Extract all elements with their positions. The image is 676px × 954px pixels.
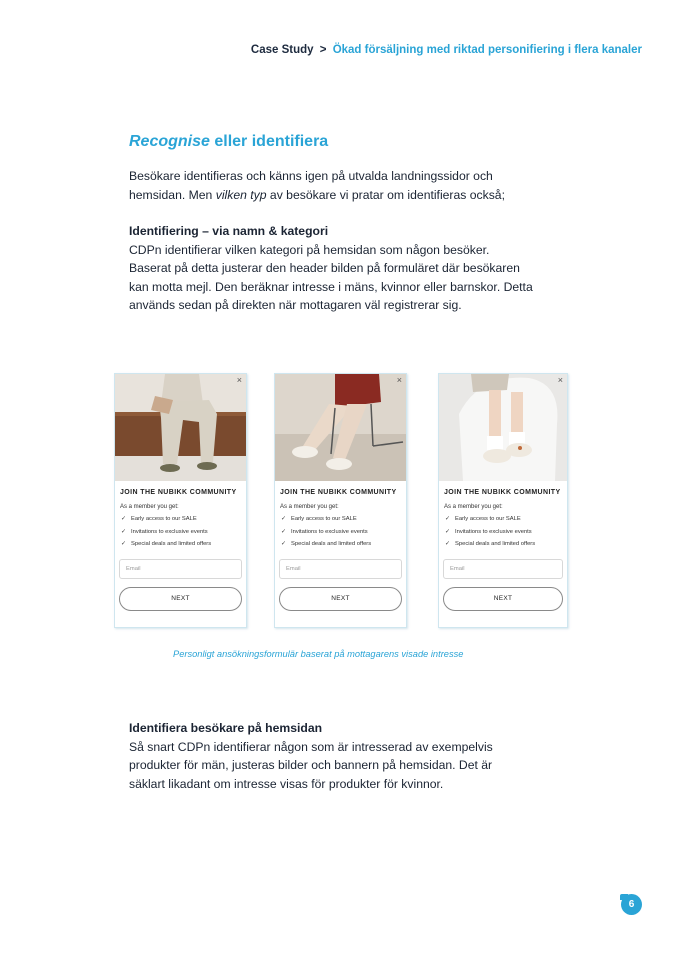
form-subtitle: As a member you get:: [280, 504, 339, 510]
email-field[interactable]: Email: [119, 559, 242, 579]
website-heading: Identifiera besökare på hemsidan: [129, 721, 323, 735]
intro-line-2-italic: vilken typ: [215, 187, 267, 202]
benefits-list: [121, 513, 246, 551]
next-button[interactable]: NEXT: [119, 587, 242, 611]
section-title-rest: eller identifiera: [209, 133, 329, 150]
check-icon: ✓: [281, 541, 287, 547]
close-icon[interactable]: ×: [557, 375, 563, 385]
benefit-item: ✓ Early access to our SALE: [445, 513, 567, 526]
benefit-item: ✓ Invitations to exclusive events: [445, 526, 567, 539]
close-icon[interactable]: ×: [396, 375, 402, 385]
form-header-image: [115, 374, 246, 481]
form-header-image: [439, 374, 567, 481]
website-line-2: produkter för män, justeras bilder och bannern på hemsidan. Det är: [129, 758, 493, 773]
identification-heading: Identifiering – via namn & kategori: [129, 224, 329, 238]
breadcrumb: [251, 44, 642, 56]
breadcrumb-root: Case Study: [250, 44, 314, 56]
product-photo-kids: [439, 374, 567, 481]
section-title: [129, 133, 328, 151]
signup-form-card-kids: [438, 373, 568, 628]
identification-line-1: CDPn identifierar vilken kategori på hemsidan som någon besöker.: [129, 242, 490, 257]
check-icon: ✓: [121, 541, 127, 547]
identification-line-4: används sedan på direkten när mottagaren väl registrerar sig.: [129, 298, 462, 313]
intro-line-2-start: hemsidan. Men: [129, 187, 216, 202]
benefit-item: ✓ Early access to our SALE: [281, 513, 406, 526]
form-subtitle: As a member you get:: [444, 504, 503, 510]
email-field[interactable]: Email: [443, 559, 563, 579]
benefit-item: ✓ Invitations to exclusive events: [281, 526, 406, 539]
intro-line-2-end: av besökare vi pratar om identifieras också;: [266, 187, 505, 202]
website-line-3: säklart likadant om intresse visas för produkter för kvinnor.: [129, 776, 444, 791]
form-title: JOIN THE NUBIKK COMMUNITY: [444, 489, 561, 496]
close-icon[interactable]: ×: [236, 375, 242, 385]
check-icon: ✓: [445, 528, 451, 535]
form-subtitle: As a member you get:: [120, 504, 179, 510]
page-number: 6: [621, 894, 642, 915]
signup-form-card-women: [274, 373, 407, 628]
identification-paragraph: [129, 222, 559, 315]
check-icon: ✓: [281, 516, 287, 522]
benefit-item: ✓ Early access to our SALE: [121, 513, 246, 526]
website-line-1: Så snart CDPn identifierar någon som är intresserad av exempelvis: [129, 739, 493, 754]
benefits-list: [445, 513, 567, 551]
form-title: JOIN THE NUBIKK COMMUNITY: [120, 489, 237, 496]
form-header-image: [275, 374, 406, 481]
form-title: JOIN THE NUBIKK COMMUNITY: [280, 489, 397, 496]
benefit-item: ✓ Special deals and limited offers: [281, 538, 406, 551]
benefit-item: ✓ Special deals and limited offers: [445, 538, 567, 551]
intro-line-1: Besökare identifieras och känns igen på utvalda landningssidor och: [129, 169, 493, 183]
identification-line-2: Baserat på detta justerar den header bilden på formuläret där besökaren: [129, 261, 520, 276]
next-button[interactable]: NEXT: [443, 587, 563, 611]
intro-paragraph: [129, 167, 559, 204]
website-paragraph: [129, 719, 559, 793]
section-title-italic: Recognise: [129, 133, 210, 150]
breadcrumb-separator: >: [319, 44, 327, 56]
benefits-list: [281, 513, 406, 551]
benefit-item: ✓ Invitations to exclusive events: [121, 526, 246, 539]
signup-form-card-men: [114, 373, 247, 628]
check-icon: ✓: [445, 516, 451, 522]
product-photo-men: [115, 374, 246, 481]
identification-line-3: kan motta mejl. Den beräknar intresse i mäns, kvinnor eller barnskor. Detta: [129, 279, 533, 294]
next-button[interactable]: NEXT: [279, 587, 402, 611]
email-field[interactable]: Email: [279, 559, 402, 579]
breadcrumb-current: Ökad försäljning med riktad personifiering i flera kanaler: [332, 44, 642, 56]
check-icon: ✓: [121, 516, 127, 522]
check-icon: ✓: [281, 528, 287, 535]
product-photo-women: [275, 374, 406, 481]
check-icon: ✓: [445, 541, 451, 547]
benefit-item: ✓ Special deals and limited offers: [121, 538, 246, 551]
figure-caption: Personligt ansökningsformulär baserat på mottagarens visade intresse: [173, 649, 464, 659]
check-icon: ✓: [121, 528, 127, 535]
